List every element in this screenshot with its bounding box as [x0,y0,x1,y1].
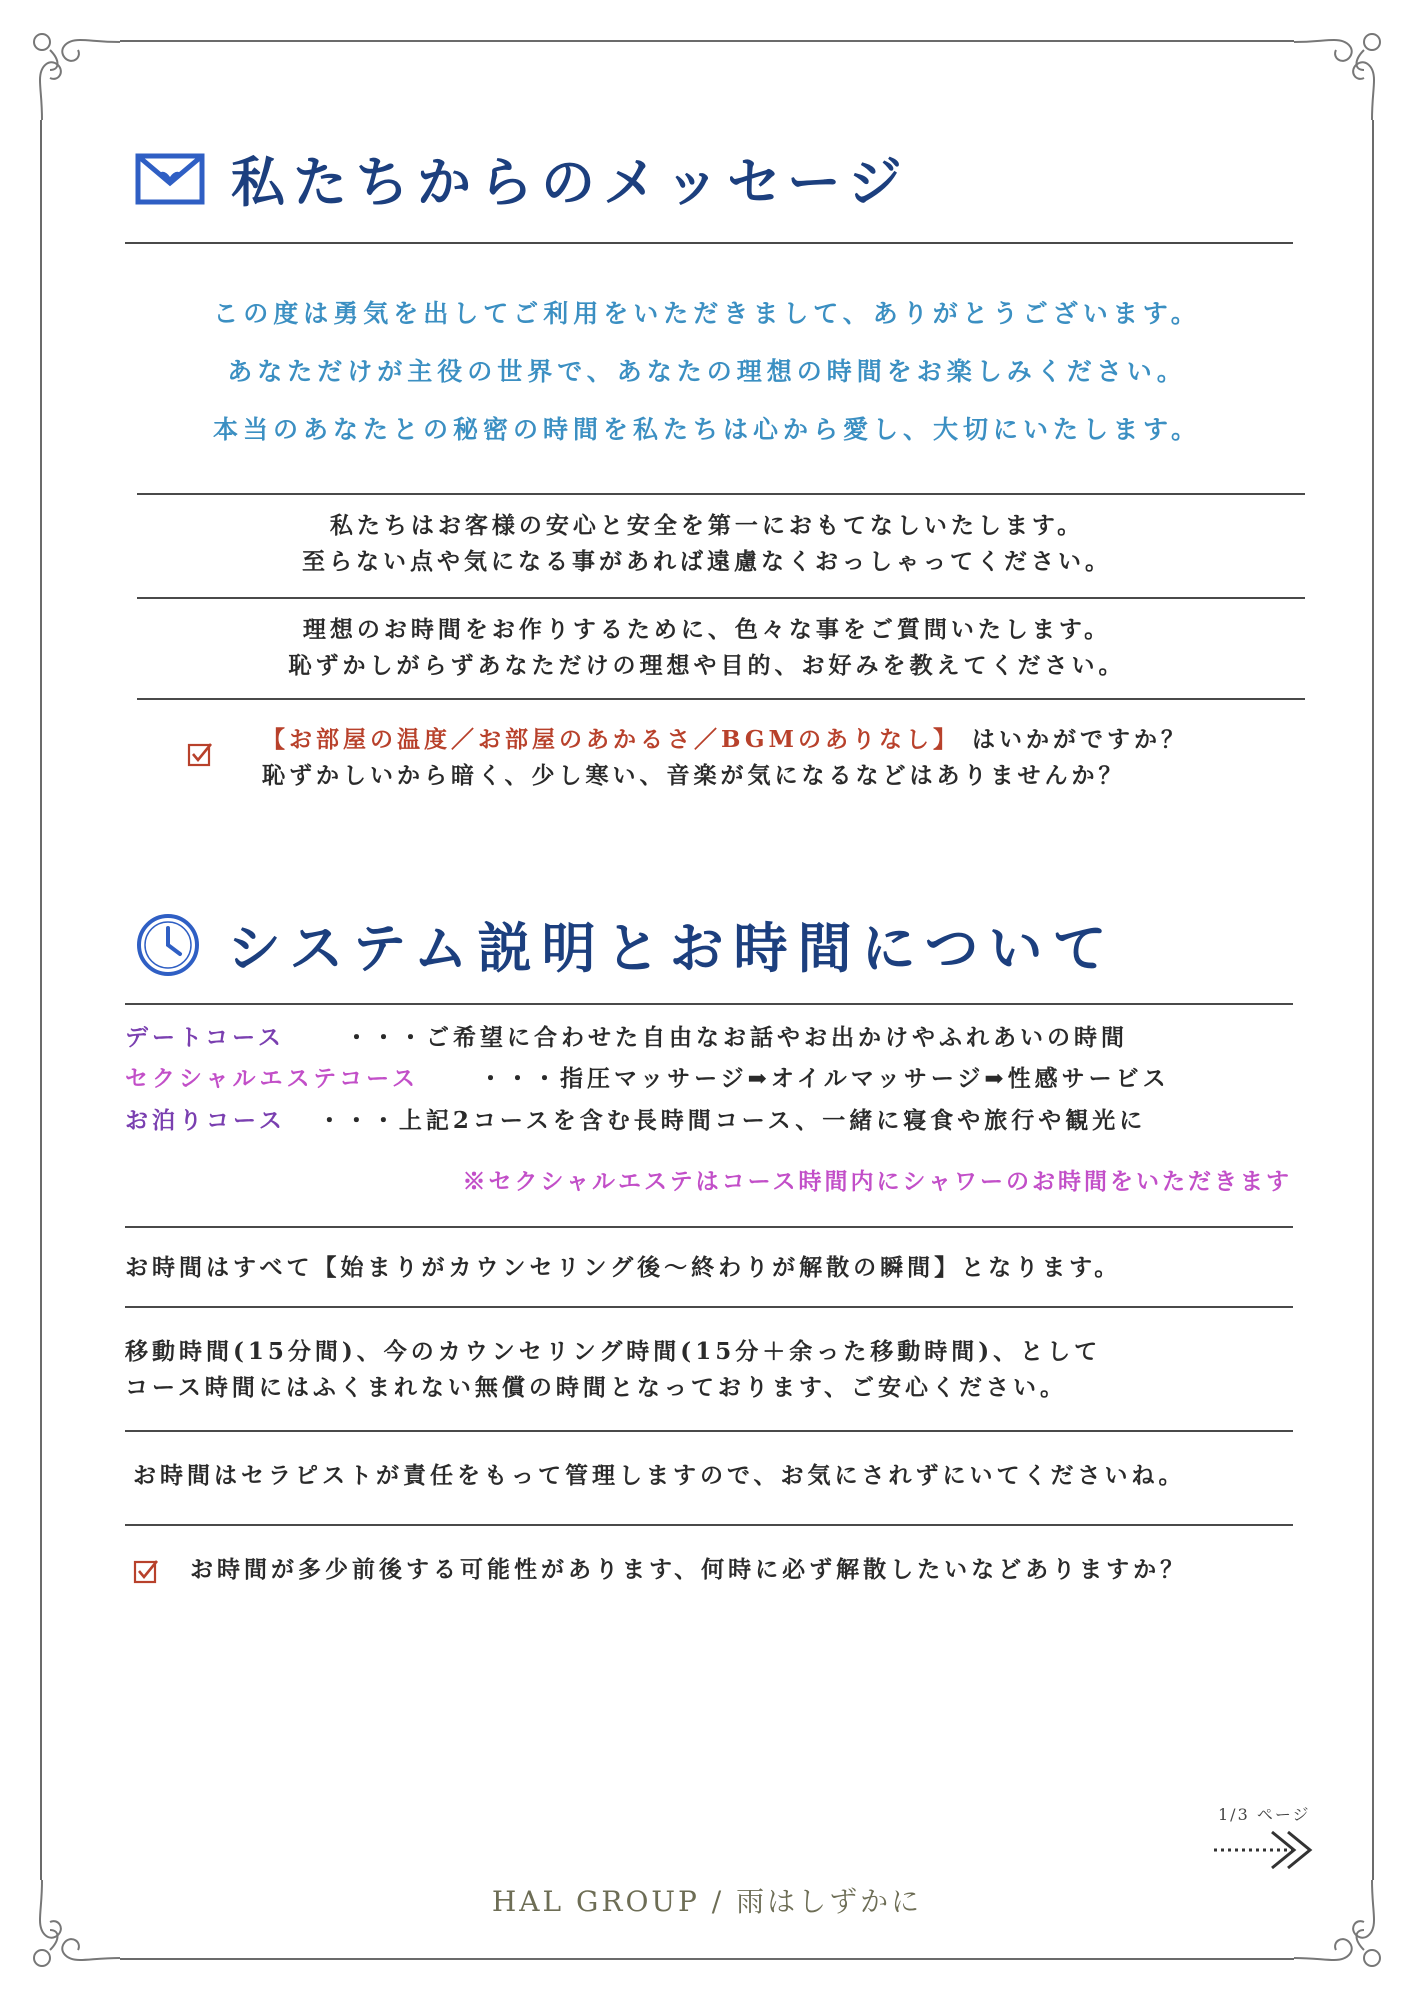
message-section-title [135,140,910,217]
safety-line-2: 至らない点や気になる事があれば遠慮なくおっしゃってください。 [302,548,1112,575]
divider [125,1226,1293,1228]
course-desc: ・・・ご希望に合わせた自由なお話やお出かけやふれあいの時間 [344,1024,1128,1051]
intro-line-3: 本当のあなたとの秘密の時間を私たちは心から愛し、大切にいたします。 [212,415,1201,444]
question-text [0,612,1414,684]
intro-line-2: あなただけが主役の世界で、あなたの理想の時間をお楽しみください。 [227,357,1187,386]
envelope-heart-icon [135,153,205,205]
footer-brand: HAL GROUP / 雨はしずかに [491,1885,923,1918]
corner-ornament-top-right [1284,20,1394,130]
room-check-text [262,722,1188,794]
checkbox-icon[interactable] [187,741,213,767]
move-line-1: 移動時間(15分間)、今のカウンセリング時間(15分＋余った移動時間)、として [125,1338,1102,1365]
checkbox-icon[interactable] [133,1558,159,1584]
safety-text [0,508,1414,580]
page-title: 私たちからのメッセージ [231,150,910,214]
room-check-rest: はいかがですか？ [959,726,1188,753]
question-line-1: 理想のお時間をお作りするために、色々な事をご質問いたします。 [302,616,1112,643]
frame-bottom [120,1958,1294,1960]
course-date [125,1020,1128,1056]
divider [125,1524,1293,1526]
page-number: 1/3 ページ [1218,1805,1311,1824]
course-esthe [125,1061,1170,1097]
system-title: システム説明とお時間について [227,916,1117,980]
question-line-2: 恥ずかしがらずあなただけの理想や目的、お好みを教えてください。 [288,652,1126,679]
divider [137,698,1305,700]
arrow-right-icon[interactable] [1212,1828,1318,1872]
course-name: デートコース [125,1024,285,1051]
course-desc: ・・・上記2コースを含む長時間コース、一緒に寝食や旅行や観光に [317,1107,1147,1134]
time-check-text: お時間が多少前後する可能性があります、何時に必ず解散したいなどありますか？ [190,1556,1188,1583]
room-check-line-2: 恥ずかしいから暗く、少し寒い、音楽が気になるなどはありませんか？ [262,762,1126,789]
divider [125,1430,1293,1432]
divider [125,1003,1293,1005]
intro-line-1: この度は勇気を出してご利用をいただきまして、ありがとうございます。 [213,299,1201,328]
course-stay [125,1103,1146,1139]
safety-line-1: 私たちはお客様の安心と安全を第一におもてなしいたします。 [329,512,1085,539]
course-desc: ・・・指圧マッサージ➡オイルマッサージ➡性感サービス [479,1065,1170,1092]
frame-top [120,40,1294,42]
divider [137,493,1305,495]
room-check-highlight: 【お部屋の温度／お部屋のあかるさ／BGMのありなし】 [262,726,960,753]
corner-ornament-top-left [20,20,130,130]
divider [137,597,1305,599]
course-name: セクシャルエステコース [125,1065,420,1092]
clock-icon [135,912,201,978]
manage-text: お時間はセラピストが責任をもって管理しますので、お気にされずにいてくださいね。 [133,1462,1186,1489]
system-section-title [135,906,1117,983]
move-time-text [125,1334,1101,1406]
course-name: お泊りコース [125,1107,286,1134]
time-rule-text: お時間はすべて【始まりがカウンセリング後～終わりが解散の瞬間】となります。 [125,1254,1122,1281]
divider [125,1306,1293,1308]
divider [125,242,1293,244]
shower-note: ※セクシャルエステはコース時間内にシャワーのお時間をいただきます [462,1168,1292,1195]
move-line-2: コース時間にはふくまれない無償の時間となっております、ご安心ください。 [125,1374,1068,1401]
